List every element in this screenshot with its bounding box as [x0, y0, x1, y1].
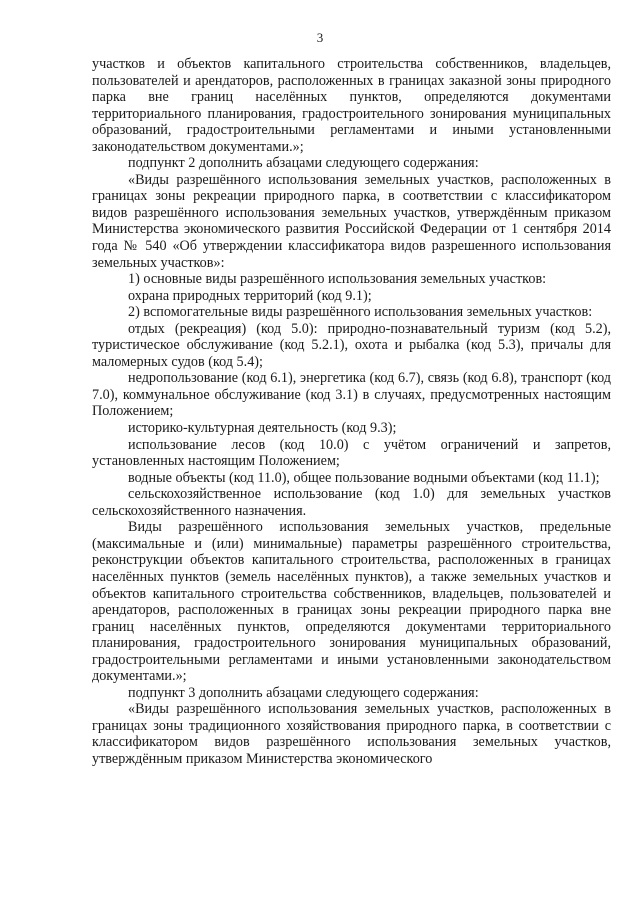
paragraph: «Виды разрешённого использования земельных участков, расположенных в границах зоны рекреации природного парка, в соответствии с классификатором видов разрешённого использования земельных участков, утверждённым приказом Министерства экономического развития Российской Федерации от 1 сентября 2014 года № 540 «Об утверждении классификатора видов разрешенного использования земельных участков»:	[92, 171, 611, 271]
paragraph: сельскохозяйственное использование (код 1.0) для земельных участков сельскохозяйственного назначения.	[92, 486, 611, 519]
paragraph: охрана природных территорий (код 9.1);	[128, 287, 372, 304]
paragraph: историко-культурная деятельность (код 9.3);	[128, 420, 397, 437]
paragraph: участков и объектов капитального строительства собственников, владельцев, пользователей и арендаторов, расположенных в границах заказной зоны природного парка вне границ населённых пунктов, определяются документами территориального планирования, градостроительного зонирования муниципальных образований, градостроительными регламентами и иными установленными законодательством документами.»;	[92, 56, 611, 155]
paragraph: 2) вспомогательные виды разрешённого использования земельных участков:	[128, 304, 593, 321]
document-body	[92, 56, 611, 768]
paragraph: подпункт 3 дополнить абзацами следующего содержания:	[128, 684, 479, 701]
paragraph: недропользование (код 6.1), энергетика (код 6.7), связь (код 6.8), транспорт (код 7.0), коммунальное обслуживание (код 3.1) в случаях, предусмотренных настоящим Положением;	[92, 370, 611, 420]
paragraph: подпункт 2 дополнить абзацами следующего содержания:	[128, 155, 479, 172]
paragraph: водные объекты (код 11.0), общее пользование водными объектами (код 11.1);	[128, 469, 600, 486]
paragraph: Виды разрешённого использования земельных участков, предельные (максимальные и (или) минимальные) параметры разрешённого строительства, реконструкции объектов капитального строительства, расположенных в границах населённых пунктов (земель населённых пунктов), а также земельных участков и объектов капитального строительства собственников, владельцев, пользователей и арендаторов, расположенных в границах зоны рекреации природного парка вне границ населённых пунктов, определяются документами территориального планирования, градостроительного зонирования муниципальных образований, градостроительными регламентами и иными установленными законодательством документами.»;	[92, 519, 611, 685]
page-number: 3	[316, 30, 324, 45]
paragraph: «Виды разрешённого использования земельных участков, расположенных в границах зоны традиционного хозяйствования природного парка, в соответствии с классификатором видов разрешённого использования земельных участков, утверждённым приказом Министерства экономического	[92, 701, 611, 767]
paragraph: отдых (рекреация) (код 5.0): природно-познавательный туризм (код 5.2), туристическое обслуживание (код 5.2.1), охота и рыбалка (код 5.3), причалы для маломерных судов (код 5.4);	[92, 320, 611, 370]
paragraph: 1) основные виды разрешённого использования земельных участков:	[128, 271, 547, 288]
paragraph: использование лесов (код 10.0) с учётом ограничений и запретов, установленных настоящим Положением;	[92, 436, 611, 470]
